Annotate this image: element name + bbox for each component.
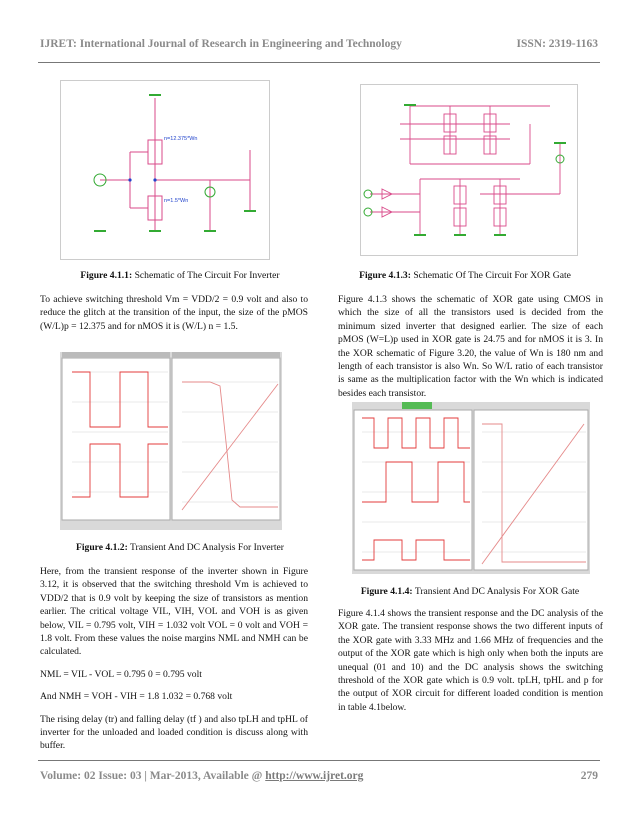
- para-left-3: NML = VIL - VOL = 0.795 0 = 0.795 volt: [40, 668, 202, 680]
- para-left-1: To achieve switching threshold Vm = VDD/2 = 0.9 volt and also to reduce the glitch at the transition of the input, the size of the pMOS (W/L)p = 12.375 and for nMOS it is (W/L) n = 1.5.: [40, 294, 308, 332]
- left-column-bottom: [40, 565, 308, 762]
- nmos-ratio-label: n=1.5*Wn: [164, 198, 189, 204]
- page-number: 279: [580, 770, 598, 782]
- para-left-5: The rising delay (tr) and falling delay (tf ) and also tpLH and tpHL of inverter for the unloaded and loaded condition is discuss along with buffer.: [40, 713, 308, 752]
- figure-inverter-schematic: [60, 80, 270, 260]
- issn: ISSN: 2319-1163: [516, 38, 598, 50]
- footer-rule: [38, 760, 600, 761]
- para-left-2: Here, from the transient response of the inverter shown in Figure 3.12, it is observed that the switching threshold Vm is achieved to VDD/2 that is 0.9 volt by keeping the size of transistors as mention earlier. The critical voltage VIL, VIH, VOL and VOH is as given below, VIL = 0.795 volt, VIH = 1.032 volt VOL = 0 volt and VOH = 1.8 volt. From these values the noise margins NML and NMH can be calculated.: [40, 566, 308, 658]
- para-left-4: And NMH = VOH - VIH = 1.8 1.032 = 0.768 volt: [40, 691, 233, 703]
- header-rule: [38, 62, 600, 63]
- figure-inverter-transient-dc: [60, 352, 282, 530]
- pmos-ratio-label: n=12.375*Wn: [164, 136, 198, 142]
- para-right-2: Figure 4.1.4 shows the transient response and the DC analysis of the XOR gate. The transient response shows the two different inputs of the XOR gate with 3.33 MHz and 1.66 MHz of frequencies and the output of the XOR gate which is high only when both the inputs are unequal (01 and 10) and the DC analysis shows the switching threshold of the XOR gate which is 0.9 volt. tpLH, tpHL and p for the output of XOR circuit for different loaded condition is mention in table 4.1below.: [338, 608, 603, 713]
- caption-fig-4-1-2: Figure 4.1.2: Transient And DC Analysis For Inverter: [76, 542, 284, 553]
- caption-fig-4-1-3: Figure 4.1.3: Schematic Of The Circuit For XOR Gate: [359, 270, 571, 281]
- figure-xor-schematic: [360, 84, 578, 256]
- page-footer: [40, 770, 598, 782]
- right-column-bottom: [338, 607, 603, 723]
- journal-url-link[interactable]: http://www.ijret.org: [265, 770, 364, 782]
- left-column-top: [40, 293, 308, 342]
- footer-volume: Volume: 02 Issue: 03 | Mar-2013, Available @ http://www.ijret.org: [40, 770, 364, 782]
- figure-xor-transient-dc: [352, 402, 590, 574]
- page-header: [40, 38, 598, 50]
- para-right-1: Figure 4.1.3 shows the schematic of XOR gate using CMOS in which the size of all the transistors used is decided from the minimum sized inverter that designed earlier. The size of each pMOS (W=L)p used in XOR gate is 24.75 and for nMOS it is 3. In the XOR schematic of Figure 3.20, the value of Wn is 180 nm and length of each transistor is also Wn. So W/L ratio of each transistor is same as the multiplication factor with the Wn which is indicated besides each transistor.: [338, 294, 603, 399]
- caption-fig-4-1-4: Figure 4.1.4: Transient And DC Analysis For XOR Gate: [360, 586, 580, 597]
- right-column-top: [338, 293, 603, 409]
- caption-fig-4-1-1: Figure 4.1.1: Schematic of The Circuit For Inverter: [80, 270, 280, 281]
- journal-title: IJRET: International Journal of Research in Engineering and Technology: [40, 38, 402, 50]
